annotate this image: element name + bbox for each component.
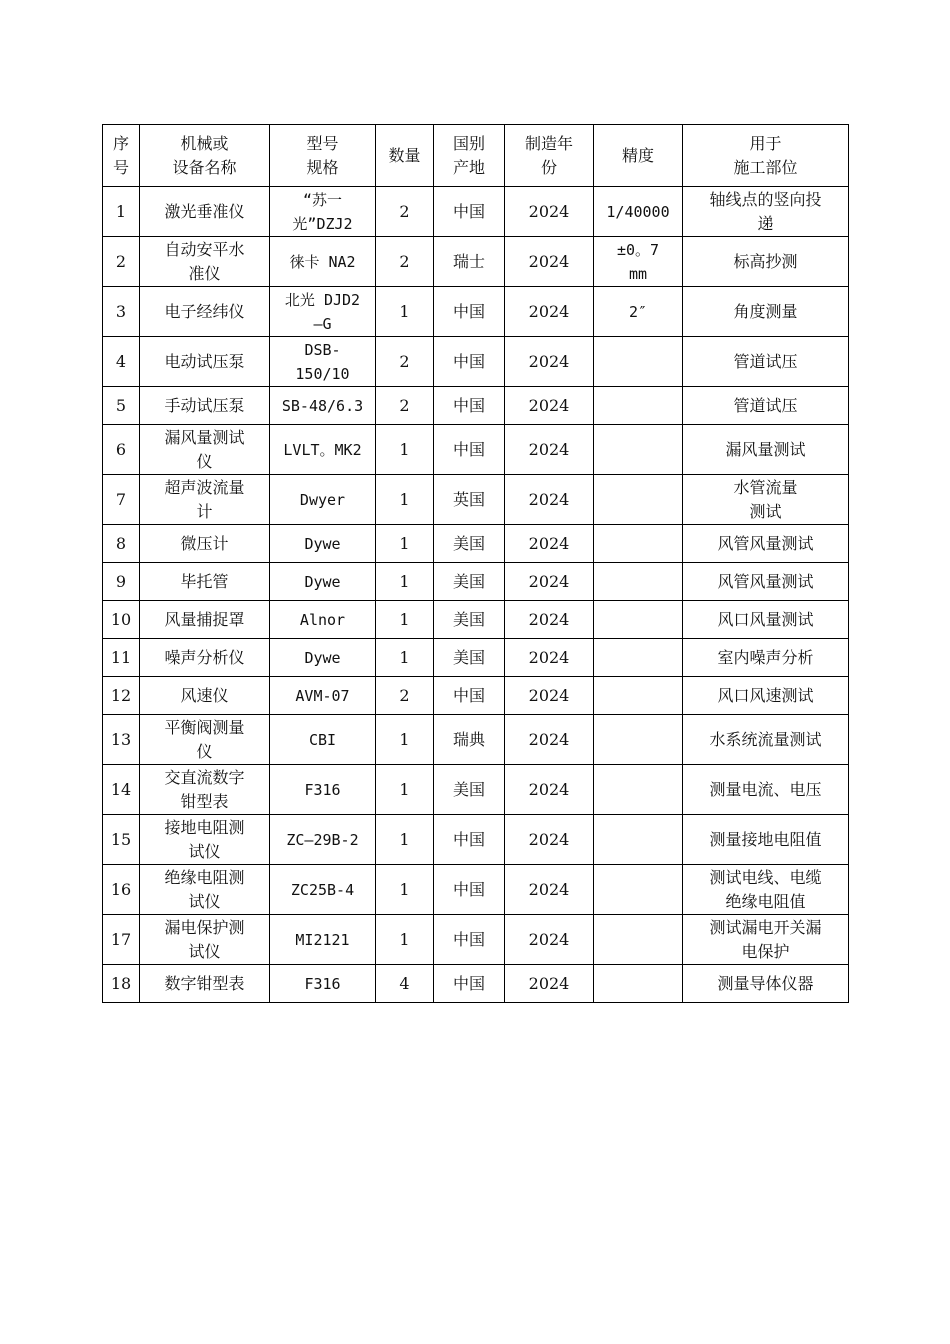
cell-usage: 风口风量测试	[683, 601, 849, 639]
cell-quantity: 1	[376, 425, 434, 475]
cell-precision: ±0。7 mm	[594, 237, 683, 287]
table-row	[103, 965, 849, 1003]
cell-quantity: 2	[376, 237, 434, 287]
cell-year: 2024	[505, 425, 594, 475]
table-row	[103, 525, 849, 563]
table-row	[103, 287, 849, 337]
cell-year: 2024	[505, 525, 594, 563]
cell-usage: 测量导体仪器	[683, 965, 849, 1003]
col-header-quantity: 数量	[376, 125, 434, 187]
cell-equipment-name: 激光垂准仪	[140, 187, 270, 237]
table-row	[103, 337, 849, 387]
cell-equipment-name: 电动试压泵	[140, 337, 270, 387]
cell-usage: 管道试压	[683, 387, 849, 425]
col-header-usage: 用于 施工部位	[683, 125, 849, 187]
cell-usage: 室内噪声分析	[683, 639, 849, 677]
cell-equipment-name: 微压计	[140, 525, 270, 563]
cell-year: 2024	[505, 601, 594, 639]
cell-precision	[594, 765, 683, 815]
cell-index: 3	[103, 287, 140, 337]
cell-model: ZC25B-4	[270, 865, 376, 915]
cell-year: 2024	[505, 639, 594, 677]
cell-origin: 中国	[434, 865, 505, 915]
cell-equipment-name: 毕托管	[140, 563, 270, 601]
cell-equipment-name: 电子经纬仪	[140, 287, 270, 337]
cell-quantity: 2	[376, 187, 434, 237]
cell-year: 2024	[505, 287, 594, 337]
cell-quantity: 2	[376, 337, 434, 387]
cell-year: 2024	[505, 865, 594, 915]
cell-equipment-name: 风速仪	[140, 677, 270, 715]
cell-precision	[594, 475, 683, 525]
cell-quantity: 1	[376, 475, 434, 525]
cell-usage: 角度测量	[683, 287, 849, 337]
cell-usage: 轴线点的竖向投 递	[683, 187, 849, 237]
cell-origin: 美国	[434, 601, 505, 639]
cell-usage: 标高抄测	[683, 237, 849, 287]
cell-precision	[594, 865, 683, 915]
cell-precision: 1/40000	[594, 187, 683, 237]
cell-origin: 美国	[434, 563, 505, 601]
cell-model: Dwyer	[270, 475, 376, 525]
cell-origin: 瑞士	[434, 237, 505, 287]
cell-model: F316	[270, 965, 376, 1003]
cell-precision	[594, 601, 683, 639]
header-row	[103, 125, 849, 187]
cell-index: 15	[103, 815, 140, 865]
cell-model: ZC—29B-2	[270, 815, 376, 865]
cell-year: 2024	[505, 815, 594, 865]
cell-precision	[594, 387, 683, 425]
table-row	[103, 387, 849, 425]
cell-index: 5	[103, 387, 140, 425]
table-row	[103, 237, 849, 287]
cell-model: SB-48/6.3	[270, 387, 376, 425]
cell-model: LVLT。MK2	[270, 425, 376, 475]
cell-index: 2	[103, 237, 140, 287]
cell-model: “苏一 光”DZJ2	[270, 187, 376, 237]
table-row	[103, 815, 849, 865]
cell-year: 2024	[505, 715, 594, 765]
cell-quantity: 1	[376, 639, 434, 677]
cell-year: 2024	[505, 475, 594, 525]
cell-equipment-name: 噪声分析仪	[140, 639, 270, 677]
cell-origin: 中国	[434, 425, 505, 475]
cell-model: 徕卡 NA2	[270, 237, 376, 287]
cell-equipment-name: 数字钳型表	[140, 965, 270, 1003]
cell-usage: 水系统流量测试	[683, 715, 849, 765]
col-header-origin: 国别 产地	[434, 125, 505, 187]
cell-usage: 测量接地电阻值	[683, 815, 849, 865]
cell-origin: 中国	[434, 965, 505, 1003]
cell-year: 2024	[505, 237, 594, 287]
cell-origin: 美国	[434, 765, 505, 815]
col-header-year: 制造年 份	[505, 125, 594, 187]
cell-origin: 中国	[434, 287, 505, 337]
table-header	[103, 125, 849, 187]
cell-index: 14	[103, 765, 140, 815]
cell-index: 16	[103, 865, 140, 915]
cell-usage: 测试漏电开关漏 电保护	[683, 915, 849, 965]
cell-index: 7	[103, 475, 140, 525]
cell-model: Dywe	[270, 563, 376, 601]
cell-year: 2024	[505, 965, 594, 1003]
cell-origin: 中国	[434, 187, 505, 237]
cell-equipment-name: 风量捕捉罩	[140, 601, 270, 639]
cell-origin: 英国	[434, 475, 505, 525]
cell-precision: 2″	[594, 287, 683, 337]
cell-precision	[594, 915, 683, 965]
cell-quantity: 1	[376, 915, 434, 965]
table-row	[103, 677, 849, 715]
cell-index: 12	[103, 677, 140, 715]
cell-year: 2024	[505, 765, 594, 815]
cell-year: 2024	[505, 337, 594, 387]
cell-origin: 中国	[434, 915, 505, 965]
cell-usage: 风管风量测试	[683, 563, 849, 601]
cell-index: 6	[103, 425, 140, 475]
cell-precision	[594, 639, 683, 677]
col-header-index: 序 号	[103, 125, 140, 187]
table-row	[103, 601, 849, 639]
cell-usage: 水管流量 测试	[683, 475, 849, 525]
cell-equipment-name: 自动安平水 准仪	[140, 237, 270, 287]
cell-precision	[594, 425, 683, 475]
cell-model: MI2121	[270, 915, 376, 965]
col-header-precision: 精度	[594, 125, 683, 187]
cell-precision	[594, 525, 683, 563]
cell-year: 2024	[505, 915, 594, 965]
col-header-model: 型号 规格	[270, 125, 376, 187]
table-row	[103, 915, 849, 965]
table-row	[103, 639, 849, 677]
cell-model: Dywe	[270, 525, 376, 563]
cell-index: 11	[103, 639, 140, 677]
cell-equipment-name: 平衡阀测量 仪	[140, 715, 270, 765]
cell-equipment-name: 交直流数字 钳型表	[140, 765, 270, 815]
cell-equipment-name: 手动试压泵	[140, 387, 270, 425]
cell-year: 2024	[505, 677, 594, 715]
table-row	[103, 475, 849, 525]
cell-quantity: 1	[376, 715, 434, 765]
cell-origin: 中国	[434, 815, 505, 865]
table-row	[103, 563, 849, 601]
table-row	[103, 715, 849, 765]
cell-equipment-name: 超声波流量 计	[140, 475, 270, 525]
cell-usage: 风口风速测试	[683, 677, 849, 715]
cell-index: 4	[103, 337, 140, 387]
cell-quantity: 1	[376, 765, 434, 815]
cell-precision	[594, 337, 683, 387]
cell-model: AVM-07	[270, 677, 376, 715]
col-header-equipment-name: 机械或 设备名称	[140, 125, 270, 187]
table-body	[103, 187, 849, 1003]
cell-model: CBI	[270, 715, 376, 765]
cell-usage: 管道试压	[683, 337, 849, 387]
table-row	[103, 765, 849, 815]
cell-model: DSB- 150/10	[270, 337, 376, 387]
table-row	[103, 187, 849, 237]
cell-origin: 瑞典	[434, 715, 505, 765]
cell-quantity: 2	[376, 677, 434, 715]
cell-origin: 中国	[434, 337, 505, 387]
cell-equipment-name: 接地电阻测 试仪	[140, 815, 270, 865]
cell-precision	[594, 965, 683, 1003]
cell-usage: 测试电线、电缆 绝缘电阻值	[683, 865, 849, 915]
cell-index: 9	[103, 563, 140, 601]
cell-model: Alnor	[270, 601, 376, 639]
cell-index: 17	[103, 915, 140, 965]
cell-index: 10	[103, 601, 140, 639]
cell-precision	[594, 815, 683, 865]
cell-origin: 中国	[434, 387, 505, 425]
cell-usage: 风管风量测试	[683, 525, 849, 563]
cell-quantity: 4	[376, 965, 434, 1003]
cell-index: 1	[103, 187, 140, 237]
cell-equipment-name: 漏电保护测 试仪	[140, 915, 270, 965]
cell-usage: 漏风量测试	[683, 425, 849, 475]
cell-quantity: 1	[376, 815, 434, 865]
cell-year: 2024	[505, 387, 594, 425]
cell-origin: 美国	[434, 525, 505, 563]
cell-quantity: 1	[376, 865, 434, 915]
cell-equipment-name: 漏风量测试 仪	[140, 425, 270, 475]
cell-index: 8	[103, 525, 140, 563]
equipment-table	[102, 124, 849, 1003]
cell-origin: 中国	[434, 677, 505, 715]
cell-quantity: 1	[376, 563, 434, 601]
cell-precision	[594, 677, 683, 715]
cell-precision	[594, 715, 683, 765]
cell-index: 13	[103, 715, 140, 765]
cell-year: 2024	[505, 563, 594, 601]
cell-quantity: 2	[376, 387, 434, 425]
cell-precision	[594, 563, 683, 601]
cell-index: 18	[103, 965, 140, 1003]
cell-quantity: 1	[376, 525, 434, 563]
cell-equipment-name: 绝缘电阻测 试仪	[140, 865, 270, 915]
cell-model: F316	[270, 765, 376, 815]
cell-origin: 美国	[434, 639, 505, 677]
cell-quantity: 1	[376, 601, 434, 639]
cell-model: Dywe	[270, 639, 376, 677]
cell-usage: 测量电流、电压	[683, 765, 849, 815]
cell-model: 北光 DJD2 —G	[270, 287, 376, 337]
table-row	[103, 865, 849, 915]
table-row	[103, 425, 849, 475]
cell-quantity: 1	[376, 287, 434, 337]
cell-year: 2024	[505, 187, 594, 237]
